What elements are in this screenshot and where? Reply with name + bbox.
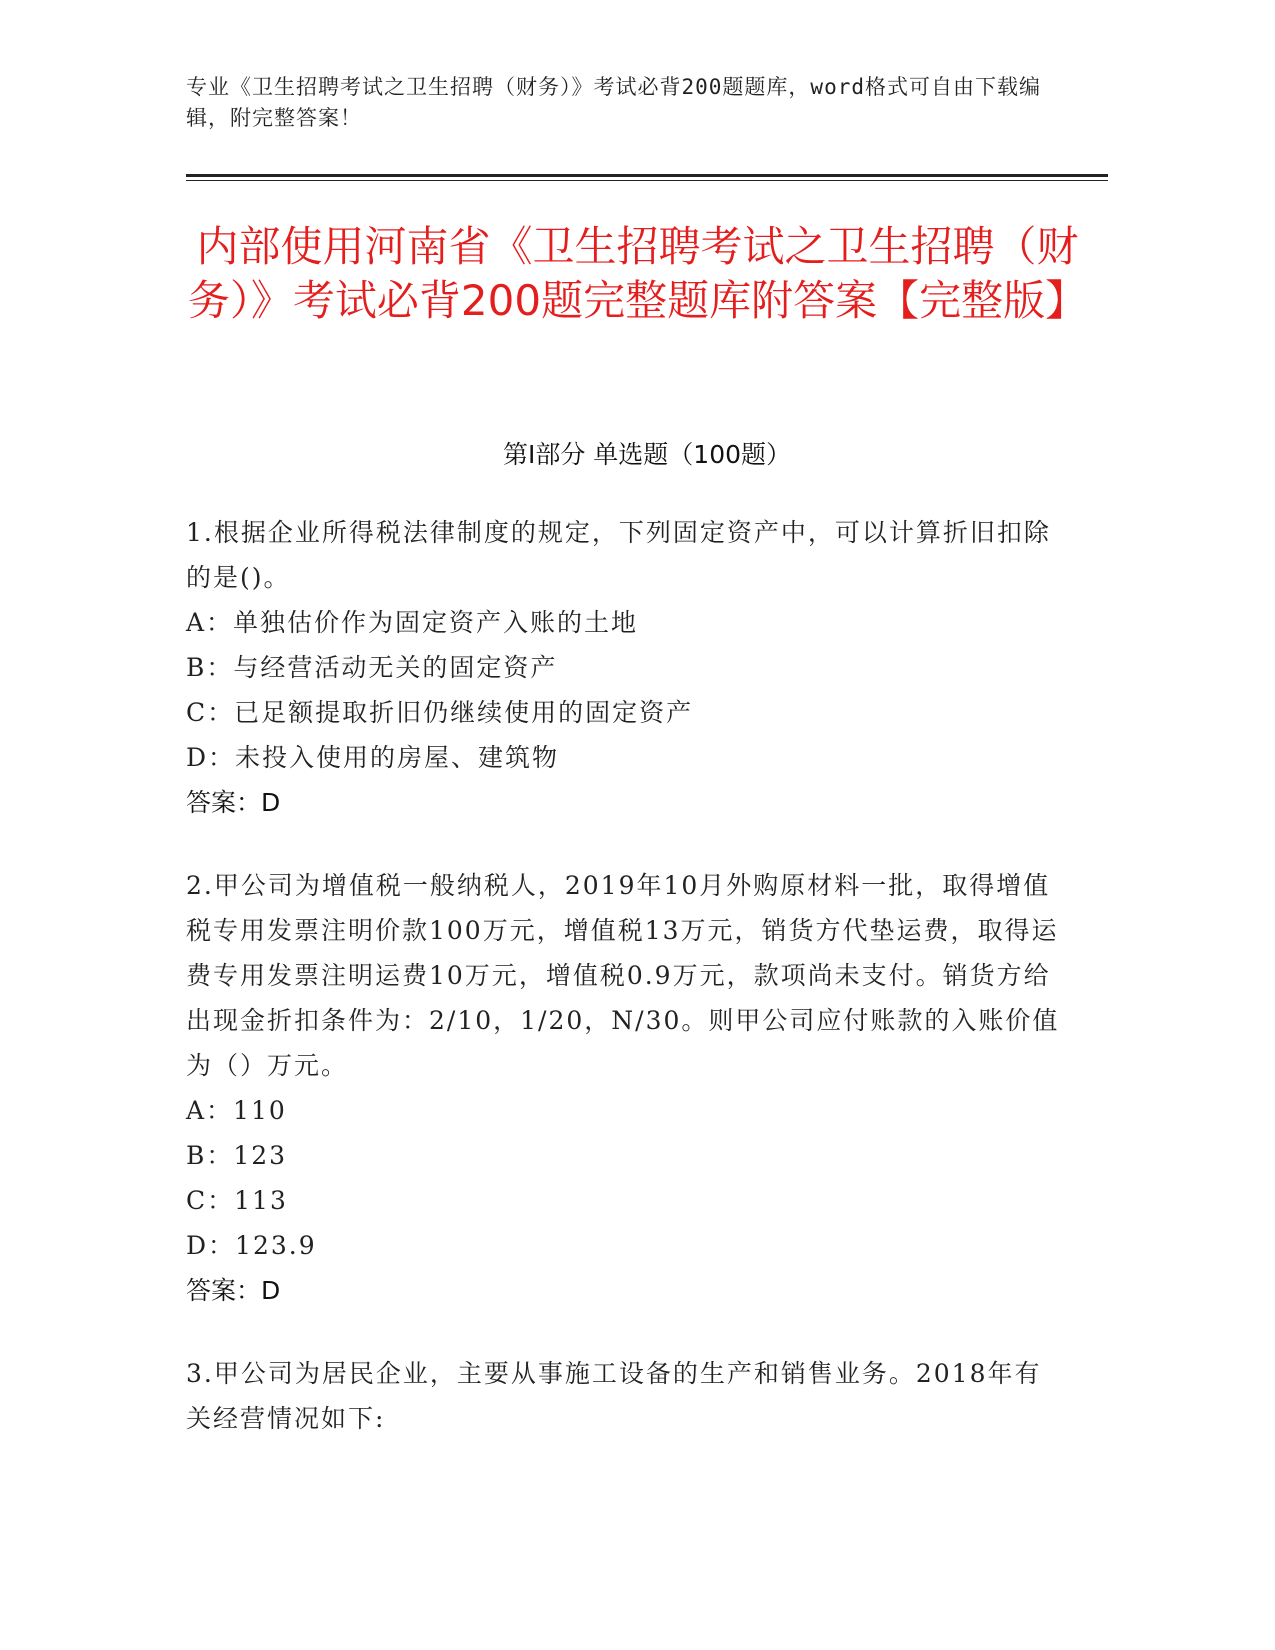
option-d: D：未投入使用的房屋、建筑物 [186, 743, 560, 772]
document-title: 内部使用河南省《卫生招聘考试之卫生招聘（财务）》考试必背200题完整题库附答案【完整版】 [187, 222, 1088, 325]
question-3 [186, 1351, 1066, 1441]
question-2 [186, 863, 1066, 1313]
header-divider-thin [186, 180, 1108, 181]
question-1 [186, 510, 1066, 825]
option-a: A：单独估价作为固定资产入账的土地 [186, 608, 639, 637]
section-heading: 第I部分 单选题（100题） [502, 440, 792, 469]
header-note: 专业《卫生招聘考试之卫生招聘（财务）》考试必背200题题库，word格式可自由下载编辑，附完整答案！ [186, 75, 1041, 130]
question-list [186, 510, 1066, 1479]
question-stem: 3.甲公司为居民企业，主要从事施工设备的生产和销售业务。2018年有关经营情况如下: [186, 1359, 1042, 1433]
option-c: C：113 [186, 1186, 288, 1215]
answer: 答案：D [186, 1276, 281, 1305]
question-stem: 1.根据企业所得税法律制度的规定，下列固定资产中，可以计算折旧扣除的是()。 [186, 518, 1051, 592]
answer: 答案：D [186, 788, 281, 817]
option-d: D：123.9 [186, 1231, 317, 1260]
question-stem: 2.甲公司为增值税一般纳税人，2019年10月外购原材料一批，取得增值税专用发票注明价款100万元，增值税13万元，销货方代垫运费，取得运费专用发票注明运费10万元，增值税0.9万元，款项尚未支付。销货方给出现金折扣条件为：2/10，1/20，N/30。则甲公司应付账款的入账价值为（）万元。 [186, 871, 1060, 1080]
option-a: A：110 [186, 1096, 287, 1125]
header-divider-thick [186, 174, 1108, 177]
option-b: B：与经营活动无关的固定资产 [186, 653, 558, 682]
option-b: B：123 [186, 1141, 288, 1170]
option-c: C：已足额提取折旧仍继续使用的固定资产 [186, 698, 694, 727]
